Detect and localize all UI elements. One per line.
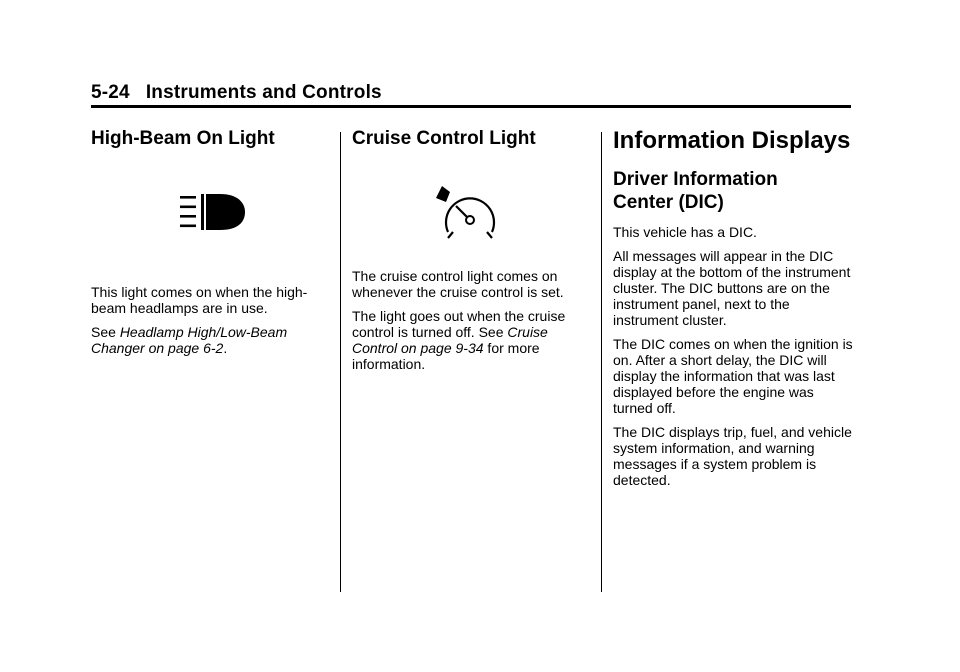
column-information-displays [613,126,853,488]
see-text: See [91,324,120,340]
cruise-control-link[interactable]: Cruise Control on page 9-34 [352,324,548,356]
header-text [91,82,382,104]
section-title: Instruments and Controls [145,82,382,103]
cruise-para-2-suffix: for more information. [352,340,540,372]
cruise-para-2-text: The light goes out when the cruise control is turned off. See [352,308,566,340]
high-beam-para-2 [91,324,321,356]
high-beam-icon [180,194,248,234]
column-divider-1 [340,132,341,592]
cruise-heading: Cruise Control Light [352,128,536,149]
dic-para-1: This vehicle has a DIC. [613,224,757,240]
dic-heading: Driver Information Center (DIC) [613,169,778,213]
information-displays-heading: Information Displays [613,127,851,154]
column-divider-2 [601,132,602,592]
high-beam-heading: High-Beam On Light [91,128,275,149]
cruise-para-2 [352,308,582,372]
page-number: 5-24 [91,82,130,103]
period-text: . [223,340,228,356]
cruise-para-1: The cruise control light comes on whenever the cruise control is set. [352,268,564,300]
high-beam-para-1: This light comes on when the high-beam headlamps are in use. [91,284,308,316]
page-header [91,82,851,106]
dic-para-2: All messages will appear in the DIC display at the bottom of the instrument cluster. The DIC buttons are on the instrument panel, next to the instrument cluster. [613,248,851,328]
column-cruise-control [352,126,582,372]
header-rule [91,105,851,108]
headlamp-link[interactable]: Headlamp High/Low-Beam Changer on page 6-2 [91,324,288,356]
cruise-control-icon [434,184,504,242]
dic-para-3: The DIC comes on when the ignition is on. After a short delay, the DIC will display the information that was last displayed before the engine was turned off. [613,336,853,416]
dic-para-4: The DIC displays trip, fuel, and vehicle system information, and warning messages if a system problem is detected. [613,424,852,488]
column-high-beam [91,126,321,356]
